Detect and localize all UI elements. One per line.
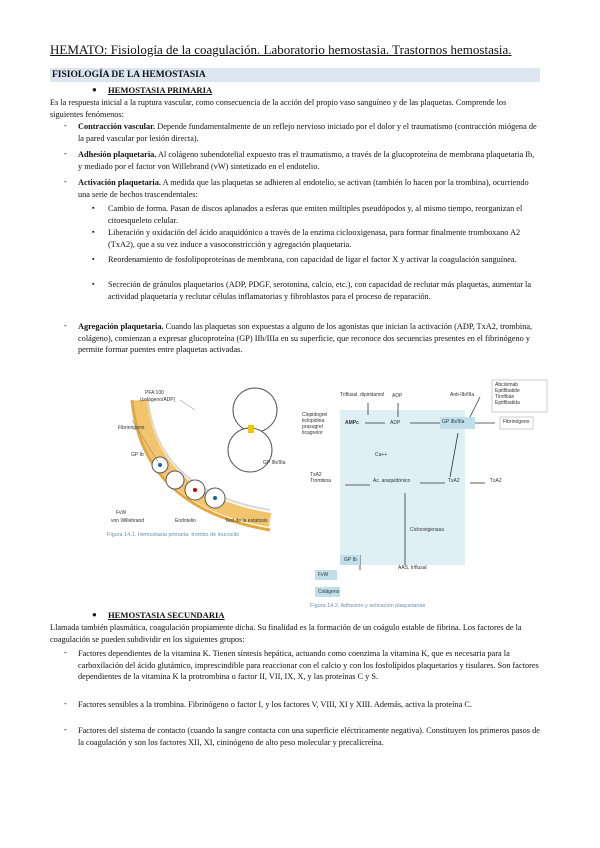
label-gpib: GP Ib bbox=[131, 452, 144, 458]
fig2-txa2r: TxA2 bbox=[490, 478, 502, 484]
label-test: Test de la estatosis bbox=[225, 518, 268, 524]
fig2-gpib: GP Ib bbox=[344, 557, 357, 563]
list-item: Adhesión plaquetaria. Al colágeno subendotelial expuesto tras el traumatismo, a través de la glucoproteína de membrana plaquetaria Ib, y mediado por el factor von Willebrand (vW) sintetizado en el endotelio. bbox=[78, 150, 535, 171]
square-bullet-icon: ▪ bbox=[92, 255, 95, 263]
fig2-ciclo: Ciclooxigenasa bbox=[410, 527, 444, 533]
fig2-colageno: Colágeno bbox=[318, 589, 340, 595]
subheading-secundaria: HEMOSTASIA SECUNDARIA bbox=[108, 610, 225, 620]
fig2-fibrinogeno: Fibrinógeno bbox=[503, 419, 530, 425]
figure-caption: Figura 14.2. Adhesión y activación plaquetarias bbox=[310, 603, 426, 609]
fig2-abciximab: Abciximab Eptifibatide Tirofibán Eptifibatida bbox=[495, 382, 520, 406]
section-heading: FISIOLOGÍA DE LA HEMOSTASIA bbox=[50, 68, 540, 82]
fig2-gp: GP IIb/IIIa bbox=[442, 419, 465, 425]
label-pfa: PFA 100 bbox=[145, 390, 164, 396]
sublist-item: Reordenamiento de fosfolipoproteínas de membrana, con capacidad de ligar el factor X y activar la coagulación sanguínea. bbox=[108, 255, 517, 264]
fig2-aas: AAS, triflusal bbox=[398, 565, 427, 571]
label-gpiib: GP IIb/IIIa bbox=[263, 460, 286, 466]
intro-primaria: Es la respuesta inicial a la ruptura vascular, como consecuencia de la acción del propio vaso sanguíneo y de las plaquetas. Comprende los siguientes fenómenos: bbox=[50, 98, 507, 119]
label-endotelio: Endotelio bbox=[175, 518, 196, 524]
square-bullet-icon: ▪ bbox=[92, 204, 95, 212]
dash: - bbox=[64, 699, 67, 708]
sublist-item: Liberación y oxidación del ácido araquidónico a través de la enzima ciclooxigenasa, para formar finalmente tromboxano A2 (TxA2), que a su vez induce a vasoconstricción y agregación plaquetaria. bbox=[108, 228, 521, 249]
intro-secundaria: Llamada también plasmática, coagulación propiamente dicha. Su finalidad es la formación de un coágulo estable de fibrina. Los factores de la coagulación se pueden subdividir en los siguientes grupos: bbox=[50, 623, 522, 644]
figure-hemostasia-primaria bbox=[100, 380, 290, 540]
fig2-txa2: TxA2 bbox=[448, 478, 460, 484]
sublist-item: Cambio de forma. Pasan de discos aplanados a esferas que emiten múltiples pseudópodos y, al mismo tiempo, reorganizan el citoesqueleto celular. bbox=[108, 204, 523, 225]
list-item: Agregación plaquetaria. Cuando las plaquetas son expuestas a alguno de los agonistas que inician la activación (ADP, TxA2, trombina, colágeno), comienzan a expresar glucoproteína (GP) IIb/IIIa en su superficie, que reconoce dos secuencias presentes en el fibrinógeno y permite formar puentes entre plaquetas activadas. bbox=[78, 322, 533, 354]
fig2-acaraq: Ac. araquidónico bbox=[373, 478, 411, 484]
list-item: Factores del sistema de contacto (cuando la sangre contacta con una superficie eléctricamente negativa). Constituyen los primeros pasos de la coagulación y son los factores XII, XI, cininógeno de alto peso molecular y precalicreína. bbox=[78, 726, 540, 747]
dash: - bbox=[64, 121, 67, 130]
sublist-item: Secreción de gránulos plaquetarios (ADP, PDGF, serotonina, calcio, etc.), con capacidad de reclutar más plaquetas, aumentar la actividad plaquetaria y reclutar células inflamatorias y fibroblastos para el proceso de reparación. bbox=[108, 280, 532, 301]
page-title: HEMATO: Fisiología de la coagulación. Laboratorio hemostasia. Trastornos hemostasia. bbox=[50, 42, 512, 57]
list-item: Contracción vascular. Depende fundamentalmente de un reflejo nervioso iniciado por el dolor y el traumatismo (contracción miógena de la pared vascular por lesión directa). bbox=[78, 122, 537, 143]
list-item: Factores dependientes de la vitamina K. Tienen síntesis hepática, actuando como coenzima la vitamina K, que es necesaria para la carboxilación del ácido glutámico, imprescindible para reaccionar con el calcio y con los fosfolípidos plaquetarios y tisulares. Son factores dependientes de la vitamina K la protrombina o factor II, VII, IX, X, y las proteínas C y S. bbox=[78, 649, 539, 681]
figure-caption: Figura 14.1. Hemostasia primaria: trombo de leucocito bbox=[107, 532, 240, 538]
fig2-adp1: ADP bbox=[392, 393, 403, 399]
list-item: Activación plaquetaria. A medida que las plaquetas se adhieren al endotelio, se activan (también lo hacen por la trombina), ocurriendo una serie de hechos trascendentales: bbox=[78, 178, 529, 199]
dash: - bbox=[64, 177, 67, 186]
label-pfa2: (colágeno/ADP) bbox=[140, 397, 176, 403]
dash: - bbox=[64, 648, 67, 657]
fig2-triflusal: Triflusal, dipiridamol bbox=[340, 392, 385, 398]
fig2-txa2l: TxA2 Trombina bbox=[310, 472, 331, 484]
square-bullet-icon: ▪ bbox=[92, 228, 95, 236]
fig2-ampc: AMPc bbox=[345, 420, 359, 426]
fig2-ca: Ca++ bbox=[375, 452, 388, 458]
subheading-primaria: HEMOSTASIA PRIMARIA bbox=[108, 85, 213, 95]
dash: - bbox=[64, 725, 67, 734]
label-fvw: FvW bbox=[116, 510, 127, 516]
square-bullet-icon: ▪ bbox=[92, 280, 95, 288]
dash: - bbox=[64, 321, 67, 330]
bullet-icon: ● bbox=[92, 610, 97, 619]
fig2-fvw: FvW bbox=[318, 572, 329, 578]
bullet-icon: ● bbox=[92, 85, 97, 94]
label-fibrinogeno: Fibrinógeno bbox=[118, 425, 145, 431]
fig2-adp2: ADP bbox=[390, 420, 401, 426]
fig2-clopidogrel: Clopidogrel ticlopidina prasugrel ticagrelor bbox=[302, 412, 328, 436]
label-fvw2: von Willebrand bbox=[111, 518, 145, 524]
list-item: Factores sensibles a la trombina. Fibrinógeno o factor I, y los factores V, VIII, XI y XIII. Además, activa la proteína C. bbox=[78, 700, 472, 709]
dash: - bbox=[64, 149, 67, 158]
fig2-anti: Anti-IIb/IIIa bbox=[450, 392, 475, 398]
